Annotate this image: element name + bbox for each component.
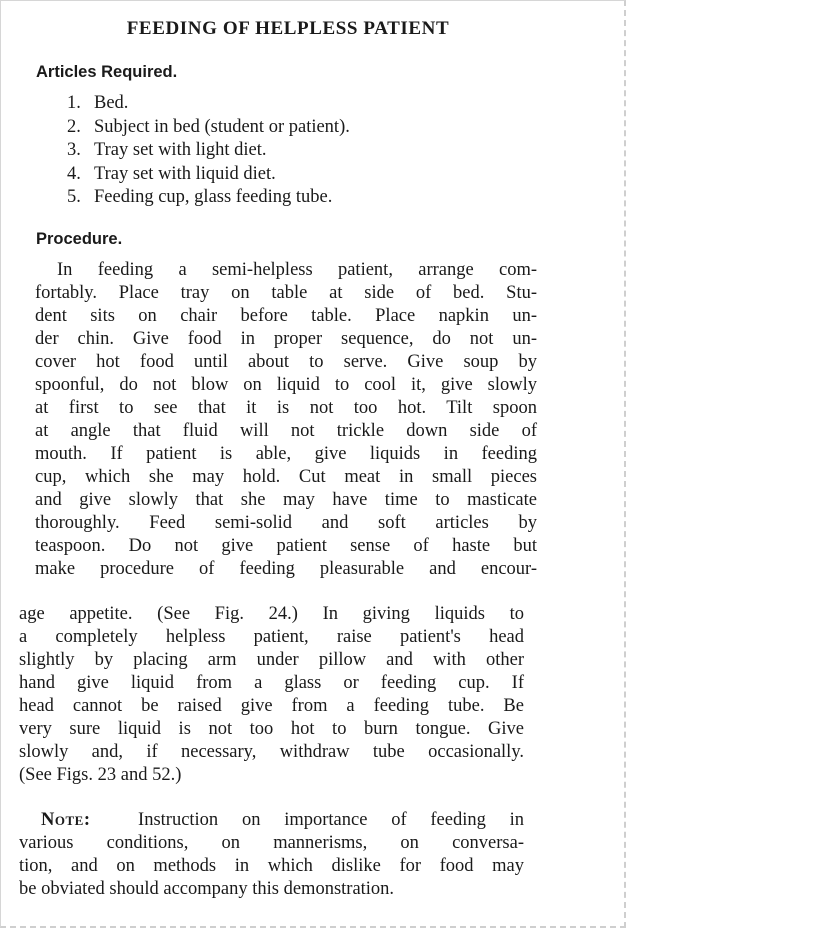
text-line: at angle that fluid will not trickle down side of <box>35 421 537 441</box>
text-line: (See Figs. 23 and 52.) <box>19 765 182 785</box>
list-item: 1. Bed. <box>67 93 129 113</box>
text-line: cover hot food until about to serve. Give soup by <box>35 352 537 372</box>
text-line: cup, which she may hold. Cut meat in small pieces <box>35 467 537 487</box>
text-line: slightly by placing arm under pillow and with other <box>19 650 524 670</box>
text-line: fortably. Place tray on table at side of bed. Stu- <box>35 283 537 303</box>
procedure-paragraph-2 <box>19 603 524 787</box>
text-line: der chin. Give food in proper sequence, do not un- <box>35 329 537 349</box>
text-line: age appetite. (See Fig. 24.) In giving liquids to <box>19 604 524 624</box>
text-line: teaspoon. Do not give patient sense of haste but <box>35 536 537 556</box>
page-title: FEEDING OF HELPLESS PATIENT <box>126 18 450 39</box>
text-line: and give slowly that she may have time to masticate <box>35 490 537 510</box>
note-paragraph <box>19 809 524 901</box>
text-line: thoroughly. Feed semi-solid and soft articles by <box>35 513 537 533</box>
articles-list <box>67 92 350 210</box>
text-line: spoonful, do not blow on liquid to cool it, give slowly <box>35 375 537 395</box>
text-line: head cannot be raised give from a feeding tube. Be <box>19 696 524 716</box>
text-line: a completely helpless patient, raise patient's head <box>19 627 524 647</box>
text-line: hand give liquid from a glass or feeding cup. If <box>19 673 524 693</box>
procedure-heading: Procedure. <box>36 230 123 248</box>
text-line: In feeding a semi-helpless patient, arrange com- <box>57 260 537 280</box>
text-line: at first to see that it is not too hot. Tilt spoon <box>35 398 537 418</box>
text-line: dent sits on chair before table. Place napkin un- <box>35 306 537 326</box>
text-line: very sure liquid is not too hot to burn tongue. Give <box>19 719 524 739</box>
text-line: tion, and on methods in which dislike for food may <box>19 856 524 876</box>
list-item: 2. Subject in bed (student or patient). <box>67 116 350 137</box>
text-line: be obviated should accompany this demonstration. <box>19 879 395 899</box>
text-line: Note: Instruction on importance of feeding in <box>41 810 525 830</box>
list-item: 5. Feeding cup, glass feeding tube. <box>67 187 333 207</box>
articles-heading: Articles Required. <box>36 63 178 81</box>
procedure-paragraph-1 <box>35 259 537 581</box>
note-label: Note: <box>41 810 91 830</box>
text-line: mouth. If patient is able, give liquids in feeding <box>35 444 537 464</box>
text-line: make procedure of feeding pleasurable and encour- <box>35 559 537 579</box>
text-line: slowly and, if necessary, withdraw tube occasionally. <box>19 742 524 762</box>
list-item: 3. Tray set with light diet. <box>67 140 267 160</box>
list-item: 4. Tray set with liquid diet. <box>67 163 276 184</box>
text-line: various conditions, on mannerisms, on conversa- <box>19 833 524 853</box>
